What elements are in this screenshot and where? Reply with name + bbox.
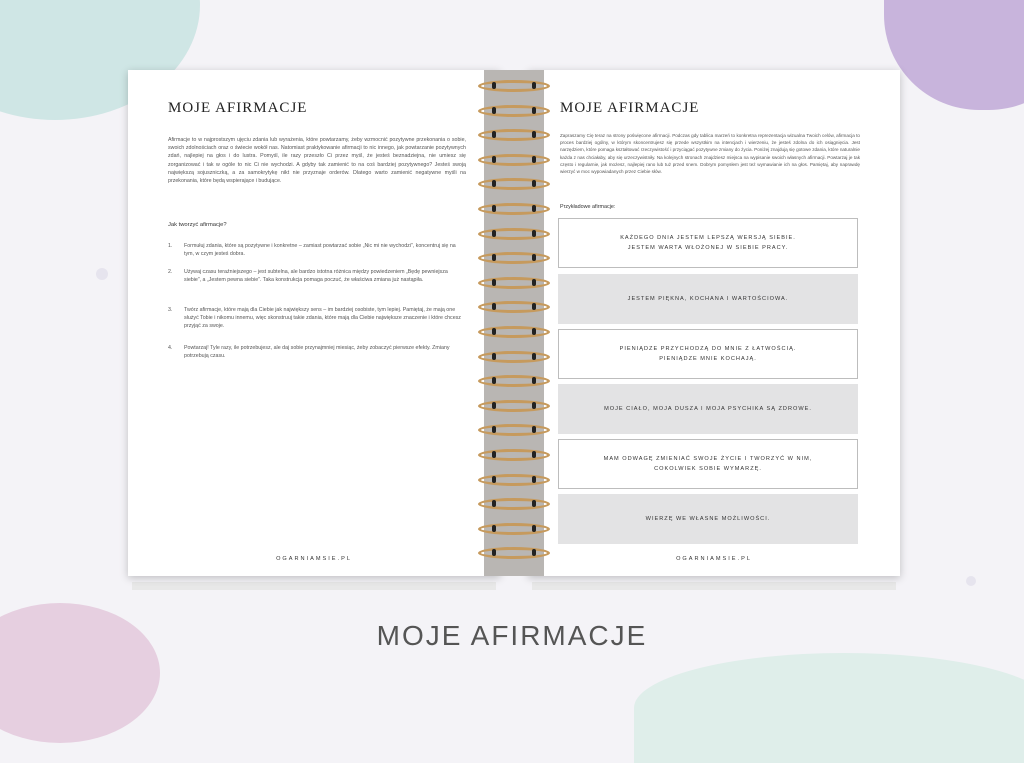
punch-hole — [532, 230, 536, 237]
left-page-title: MOJE AFIRMACJE — [168, 100, 308, 116]
spiral-ring — [478, 523, 550, 535]
spiral-ring — [478, 105, 550, 117]
punch-hole — [492, 107, 496, 114]
left-page — [128, 70, 500, 576]
background-blob-purple — [884, 0, 1024, 110]
punch-hole — [492, 303, 496, 310]
right-page — [528, 70, 900, 576]
spiral-ring — [478, 80, 550, 92]
punch-hole — [492, 377, 496, 384]
spiral-ring — [478, 326, 550, 338]
punch-hole — [532, 205, 536, 212]
page-stack-right — [532, 582, 896, 590]
page-stack-left — [132, 582, 496, 590]
background-dot — [96, 268, 108, 280]
punch-hole — [532, 549, 536, 556]
planner-book — [128, 66, 900, 584]
background-dot — [966, 576, 976, 586]
punch-hole — [532, 131, 536, 138]
punch-hole — [492, 131, 496, 138]
step-item: 3. Twórz afirmacje, które mają dla Ciebie jak największy sens – im bardziej osobiste, tym lepiej. Pamiętaj, że mają one służyć Tobie i nikomu innemu, więc skonstruuj takie zdania, które mają dla Ciebie największe znaczenie i które chcesz przyjąć za swoje. — [168, 307, 461, 330]
affirmation-box: WIERZĘ WE WŁASNE MOŻLIWOŚCI. — [558, 494, 858, 544]
punch-hole — [532, 180, 536, 187]
punch-hole — [492, 525, 496, 532]
spiral-ring — [478, 277, 550, 289]
affirmation-box: JESTEM PIĘKNA, KOCHANA I WARTOŚCIOWA. — [558, 274, 858, 324]
punch-hole — [492, 426, 496, 433]
step-item: 1. Formułuj zdania, które są pozytywne i konkretne – zamiast powtarzać sobie „Nic mi nie wychodzi”, koncentruj się na tym, w czym jesteś dobra. — [168, 243, 456, 258]
punch-hole — [532, 500, 536, 507]
punch-hole — [532, 107, 536, 114]
punch-hole — [492, 205, 496, 212]
punch-hole — [492, 230, 496, 237]
punch-hole — [532, 328, 536, 335]
punch-hole — [492, 328, 496, 335]
punch-hole — [492, 353, 496, 360]
caption-title: MOJE AFIRMACJE — [376, 620, 648, 651]
step-item: 2. Używaj czasu teraźniejszego – jest subtelna, ale bardzo istotna różnica między powiedzeniem „Będę pewniejsza siebie”, a „Jestem pewna siebie”. Taka konstrukcja pomaga poczuć, że właściwa zmiana już nastąpiła. — [168, 269, 448, 284]
right-page-title: MOJE AFIRMACJE — [560, 100, 700, 116]
punch-hole — [532, 82, 536, 89]
punch-hole — [492, 254, 496, 261]
punch-hole — [532, 303, 536, 310]
punch-hole — [532, 451, 536, 458]
punch-hole — [492, 500, 496, 507]
punch-hole — [492, 451, 496, 458]
punch-hole — [492, 180, 496, 187]
affirmation-box: KAŻDEGO DNIA JESTEM LEPSZĄ WERSJĄ SIEBIE. JESTEM WARTA WŁOŻONEJ W SIEBIE PRACY. — [558, 218, 858, 268]
right-page-footer: OGARNIAMSIE.PL — [676, 556, 752, 562]
punch-hole — [532, 525, 536, 532]
punch-hole — [532, 426, 536, 433]
spiral-ring — [478, 154, 550, 166]
punch-hole — [532, 353, 536, 360]
punch-hole — [492, 156, 496, 163]
right-page-intro: Zapraszamy Cię teraz na strony poświęcone afirmacji. Podczas gdy tablica marzeń to konkretna reprezentacja wizualna Twoich celów, afirmacja to proces bardziej ogólny, w którym skoncentrujesz się przede wszystkim na intencjach i wierzeniu, że jesteś zdolna do ich osiągnięcia. Jest narzędziem, które pomaga kształtować rzeczywistość i przyciągać pozytywne zmiany do życia. Poniżej znajdują się gotowe zdania, które naturalnie każda z nas chciałaby, aby się urzeczywistniły. Na kolejnych stronach znajdziesz miejsca na wypisanie swoich własnych afirmacji. Powtarzaj je tak często i regularnie, jak możesz, najlepiej rano lub tuż przed snem. Dobrym pomysłem jest też wymawianie ich na głos. Pamiętaj, aby naprawdę wierzyć w moc wypowiadanych przez Ciebie słów. — [560, 133, 860, 175]
spiral-ring — [478, 449, 550, 461]
punch-hole — [532, 156, 536, 163]
background-blob-mint — [634, 653, 1024, 763]
punch-hole — [532, 402, 536, 409]
punch-hole — [532, 254, 536, 261]
punch-hole — [532, 476, 536, 483]
left-page-intro: Afirmacje to w najprostszym ujęciu zdania lub wyrażenia, które powtarzamy, żeby wzmocnić pozytywne przekonania o sobie, swoich zdolnościach oraz o świecie wokół nas. Natomiast praktykowanie afirmacji to nic innego, jak powtarzanie pozytywnych zdań, najlepiej na głos i do lustra. Pomyśl, ile razy przeszło Ci przez myśl, że jesteś beznadziejna, nie umiesz się zorganizować i tak w ogóle to nic Ci nie wychodzi. A gdyby tak zamienić to na coś bardziej pozytywnego? Jesteś swoją największą sojuszniczką, a za samokrytykę nikt nie przyznaje orderów. Dlatego warto zamienić negatywne myśli na przekonania, które będą wspierające i budujące. — [168, 137, 466, 185]
punch-hole — [532, 279, 536, 286]
punch-hole — [532, 377, 536, 384]
affirmation-box: PIENIĄDZE PRZYCHODZĄ DO MNIE Z ŁATWOŚCIĄ. PIENIĄDZE MNIE KOCHAJĄ. — [558, 329, 858, 379]
punch-hole — [492, 279, 496, 286]
spiral-ring — [478, 228, 550, 240]
affirmation-box: MAM ODWAGĘ ZMIENIAĆ SWOJE ŻYCIE I TWORZYĆ W NIM, COKOLWIEK SOBIE WYMARZĘ. — [558, 439, 858, 489]
punch-hole — [492, 476, 496, 483]
spiral-ring — [478, 400, 550, 412]
punch-hole — [492, 549, 496, 556]
spiral-ring — [478, 203, 550, 215]
how-to-heading: Jak tworzyć afirmacje? — [168, 222, 227, 228]
affirmation-box: MOJE CIAŁO, MOJA DUSZA I MOJA PSYCHIKA SĄ ZDROWE. — [558, 384, 858, 434]
spiral-ring — [478, 474, 550, 486]
punch-hole — [492, 82, 496, 89]
examples-label: Przykładowe afirmacje: — [560, 204, 616, 210]
left-page-footer: OGARNIAMSIE.PL — [276, 556, 352, 562]
punch-hole — [492, 402, 496, 409]
step-item: 4. Powtarzaj! Tyle razy, ile potrzebujesz, ale daj sobie przynajmniej miesiąc, żeby zobaczyć pierwsze efekty. Zmiany potrzebują czasu. — [168, 345, 450, 360]
spiral-ring — [478, 351, 550, 363]
